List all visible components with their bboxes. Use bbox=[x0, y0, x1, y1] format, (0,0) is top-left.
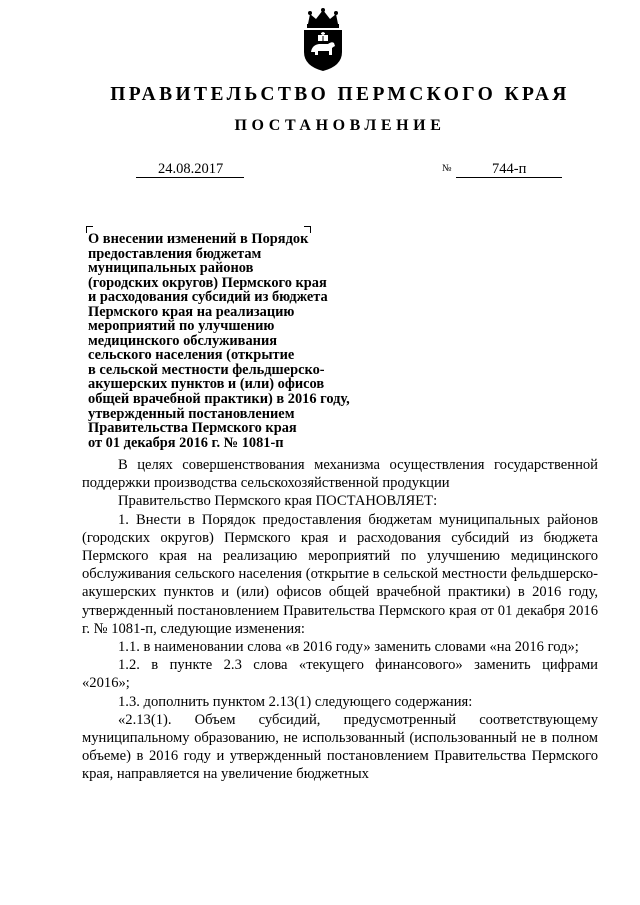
subject-line: утвержденный постановлением bbox=[88, 405, 295, 422]
document-body bbox=[82, 456, 598, 784]
document-number: 744-п bbox=[456, 160, 562, 178]
document-date: 24.08.2017 bbox=[136, 160, 244, 178]
government-title: ПРАВИТЕЛЬСТВО ПЕРМСКОГО КРАЯ bbox=[110, 84, 570, 105]
subject-line: от 01 декабря 2016 г. № 1081-п bbox=[88, 434, 284, 451]
subject-line: сельского населения (открытие bbox=[88, 347, 295, 364]
subject-line: акушерских пунктов и (или) офисов bbox=[88, 376, 325, 393]
body-paragraph: 1.1. в наименовании слова «в 2016 году» заменить словами «на 2016 год»; bbox=[118, 639, 579, 656]
number-label: № bbox=[442, 163, 452, 174]
subject-line: мероприятий по улучшению bbox=[88, 318, 275, 335]
coat-of-arms-icon bbox=[298, 8, 348, 72]
subject-line: Правительства Пермского края bbox=[88, 420, 297, 437]
subject-line: общей врачебной практики) в 2016 году, bbox=[88, 391, 350, 408]
subject-line: (городских округов) Пермского края bbox=[88, 274, 327, 291]
body-paragraph: В целях совершенствования механизма осуществления государственной поддержки производства сельскохозяйственной продукции bbox=[82, 457, 598, 492]
subject-line: медицинского обслуживания bbox=[88, 332, 278, 349]
document-subject bbox=[88, 232, 388, 450]
subject-line: в сельской местности фельдшерско- bbox=[88, 361, 325, 378]
subject-line: предоставления бюджетам bbox=[88, 245, 262, 262]
body-paragraph: 1.3. дополнить пунктом 2.13(1) следующего содержания: bbox=[118, 693, 473, 710]
subject-line: О внесении изменений в Порядок bbox=[88, 231, 309, 247]
subject-line: Пермского края на реализацию bbox=[88, 303, 295, 320]
subject-line: муниципальных районов bbox=[88, 260, 254, 277]
subject-line: и расходования субсидий из бюджета bbox=[88, 289, 328, 306]
body-paragraph: «2.13(1). Объем субсидий, предусмотренный соответствующему муниципальному образованию, не использованный (использованный не в полном объеме) в 2016 году и утвержденный постановлением Правительства Пермского края, направляется на увеличение бюджетных bbox=[82, 711, 598, 783]
body-paragraph: 1. Внести в Порядок предоставления бюджетам муниципальных районов (городских округов) Пермского края и расходования субсидий из бюджета Пермского края на реализацию мероприятий по улучшению медицинского обслуживания сельского населения (открытие в сельской местности фельдшерско-акушерских пунктов и (или) офисов общей врачебной практики) в 2016 году, утвержденный постановлением Правительства Пермского края от 01 декабря 2016 г. № 1081-п, следующие изменения: bbox=[82, 511, 598, 637]
body-paragraph: 1.2. в пункте 2.3 слова «текущего финансового» заменить цифрами «2016»; bbox=[82, 657, 598, 692]
body-paragraph: Правительство Пермского края ПОСТАНОВЛЯЕТ: bbox=[118, 493, 438, 510]
document-type: ПОСТАНОВЛЕНИЕ bbox=[234, 117, 446, 134]
